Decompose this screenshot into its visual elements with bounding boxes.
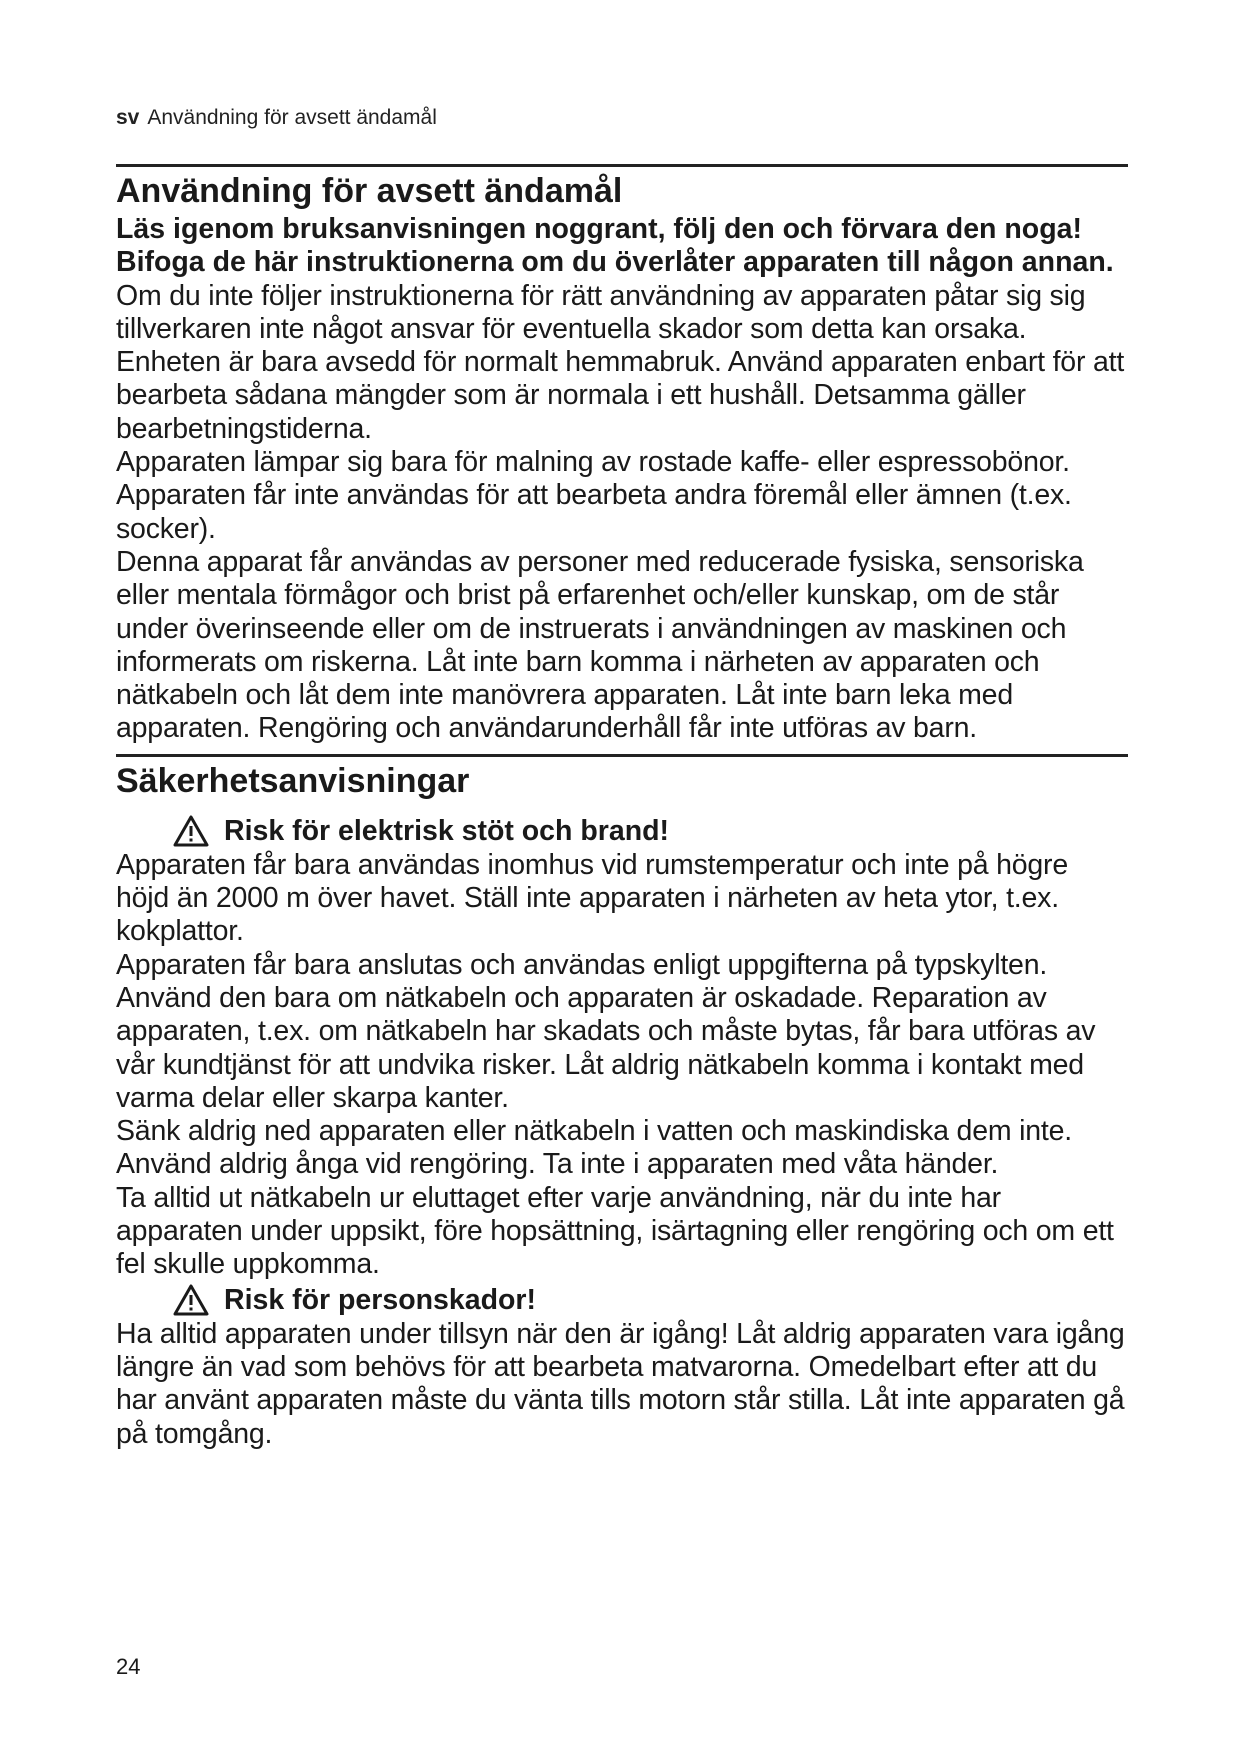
- section-heading-safety: Säkerhetsanvisningar: [116, 761, 470, 800]
- warning-title: Risk för elektrisk stöt och brand!: [224, 814, 670, 847]
- paragraph: Enheten är bara avsedd för normalt hemmabruk. Använd apparaten enbart för att bearbeta sådana mängder som är normala i ett hushåll. Detsamma gäller bearbetningstiderna.: [116, 346, 1125, 445]
- paragraph: Om du inte följer instruktionerna för rätt användning av apparaten påtar sig sig tillverkaren inte något ansvar för eventuella skador som detta kan orsaka.: [116, 279, 1086, 345]
- page-number: 24: [116, 1654, 141, 1679]
- paragraph: Denna apparat får användas av personer med reducerade fysiska, sensoriska eller mentala förmågor och brist på erfarenhet och/eller kunskap, om de står under överinseende eller om de instruerats i användningen av maskinen och informerats om riskerna. Låt inte barn komma i närheten av apparaten och nätkabeln och låt dem inte manövrera apparaten. Låt inte barn leka med apparaten. Rengöring och användarunderhåll får inte utföras av barn.: [116, 545, 1084, 745]
- section-heading-intended-use: Användning för avsett ändamål: [116, 172, 623, 210]
- paragraph: Apparaten får bara användas inomhus vid rumstemperatur och inte på högre höjd än 2000 m över havet. Ställ inte apparaten i närheten av heta ytor, t.ex. kokplattor.: [116, 848, 1068, 948]
- running-header: [116, 104, 1128, 132]
- lead-instruction: Läs igenom bruksanvisningen noggrant, följ den och förvara den noga! Bifoga de här instruktionerna om du överlåter apparaten till någon annan.: [116, 213, 1114, 279]
- warning-heading-electric-shock: [172, 813, 1128, 849]
- paragraph: Sänk aldrig ned apparaten eller nätkabeln i vatten och maskindiska dem inte. Använd aldrig ånga vid rengöring. Ta inte i apparaten med våta händer.: [116, 1115, 1072, 1181]
- paragraph: Apparaten lämpar sig bara för malning av rostade kaffe- eller espressobönor. Apparaten får inte användas för att bearbeta andra föremål eller ämnen (t.ex. socker).: [116, 446, 1072, 545]
- warning-heading-personal-injury: [172, 1282, 1128, 1318]
- manual-page: [116, 104, 1128, 1451]
- warning-title: Risk för personskador!: [224, 1283, 536, 1316]
- warning-triangle-icon: [172, 814, 210, 848]
- paragraph: Ta alltid ut nätkabeln ur eluttaget efter varje användning, när du inte har apparaten under uppsikt, före hopsättning, isärtagning eller rengöring och om ett fel skulle uppkomma.: [116, 1181, 1114, 1281]
- language-code: sv: [116, 106, 140, 129]
- paragraph: Apparaten får bara anslutas och användas enligt uppgifterna på typskylten. Använd den bara om nätkabeln och apparaten är oskadade. Reparation av apparaten, t.ex. om nätkabeln har skadats och måste bytas, får bara utföras av vår kundtjänst för att undvika risker. Låt aldrig nätkabeln komma i kontakt med varma delar eller skarpa kanter.: [116, 948, 1096, 1114]
- paragraph: Ha alltid apparaten under tillsyn när den är igång! Låt aldrig apparaten vara igång längre än vad som behövs för att bearbeta matvarorna. Omedelbart efter att du har använt apparaten måste du vänta tills motorn står stilla. Låt inte apparaten gå på tomgång.: [116, 1317, 1125, 1450]
- warning-triangle-icon: [172, 1283, 210, 1317]
- running-header-title: Användning för avsett ändamål: [147, 106, 437, 129]
